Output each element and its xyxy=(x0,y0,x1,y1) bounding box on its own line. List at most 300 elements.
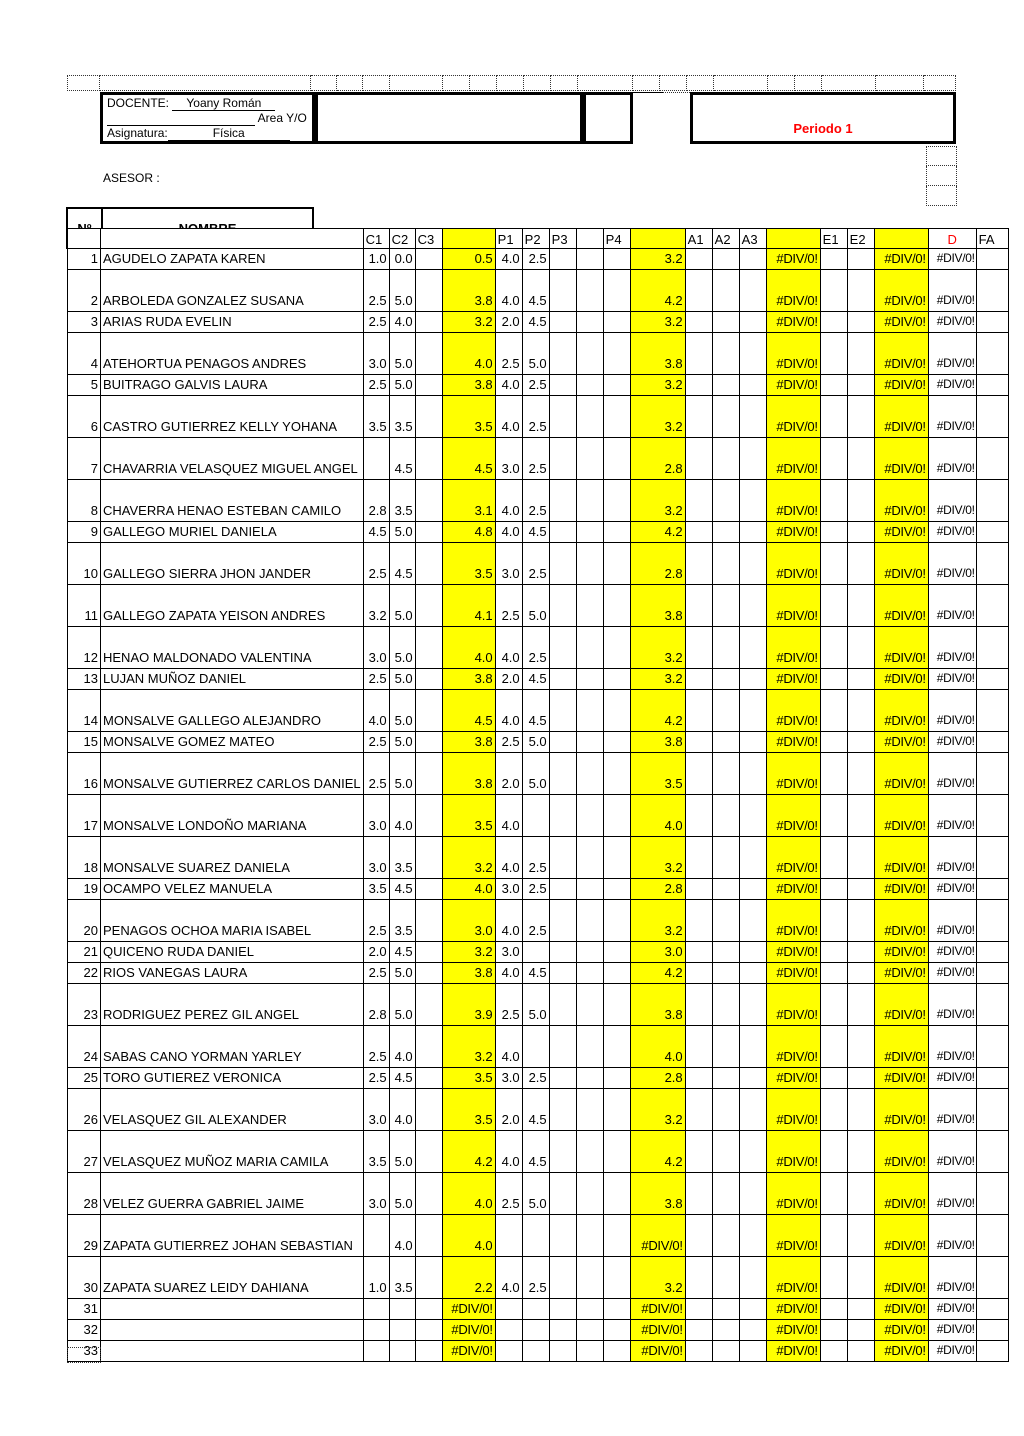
grade-cell-pc: 3.8 xyxy=(442,732,495,753)
grade-cell-a1 xyxy=(685,249,712,270)
grade-cell-p2: 2.5 xyxy=(522,900,549,942)
grade-cell-pc: 4.0 xyxy=(442,333,495,375)
grade-cell-fa xyxy=(976,1341,1008,1362)
grade-cell-p4 xyxy=(603,585,630,627)
grade-cell-p4 xyxy=(603,690,630,732)
grade-cell-fa xyxy=(976,753,1008,795)
corner-cover-cell xyxy=(101,229,364,249)
grade-cell-a2 xyxy=(712,333,739,375)
grade-cell-pa: #DIV/0! xyxy=(766,375,820,396)
grade-cell-e1 xyxy=(820,1320,847,1341)
grade-cell-e1 xyxy=(820,795,847,837)
grade-cell-pp: 3.2 xyxy=(630,396,685,438)
grade-cell-p1: 2.5 xyxy=(495,333,522,375)
grade-cell-x xyxy=(576,1257,603,1299)
grade-cell-c3 xyxy=(415,669,442,690)
grade-cell-c2 xyxy=(389,1341,415,1362)
grade-cell-d: #DIV/0! xyxy=(928,900,976,942)
student-name-cell: HENAO MALDONADO VALENTINA xyxy=(101,627,364,669)
corner-cover-cell xyxy=(68,229,101,249)
grade-cell-c2: 4.0 xyxy=(389,1026,415,1068)
row-number-cell: 13 xyxy=(68,669,101,690)
grade-cell-p1: 2.5 xyxy=(495,732,522,753)
grade-cell-c2: 5.0 xyxy=(389,375,415,396)
grade-cell-p1: 4.0 xyxy=(495,900,522,942)
grade-cell-a1 xyxy=(685,732,712,753)
grade-cell-p1: 3.0 xyxy=(495,1068,522,1089)
grade-cell-pa: #DIV/0! xyxy=(766,585,820,627)
grade-cell-e2 xyxy=(847,480,874,522)
grade-cell-pe: #DIV/0! xyxy=(874,270,928,312)
bottom-grid-cell xyxy=(67,1347,101,1363)
grade-cell-p3 xyxy=(549,1257,576,1299)
grade-cell-a3 xyxy=(739,312,766,333)
grade-cell-pa: #DIV/0! xyxy=(766,1299,820,1320)
student-name-cell: VELASQUEZ MUÑOZ MARIA CAMILA xyxy=(101,1131,364,1173)
grade-cell-e1 xyxy=(820,1068,847,1089)
grade-cell-p3 xyxy=(549,1131,576,1173)
grade-cell-p3 xyxy=(549,1320,576,1341)
grade-cell-p3 xyxy=(549,1068,576,1089)
grade-cell-e1 xyxy=(820,1173,847,1215)
grade-cell-fa xyxy=(976,1320,1008,1341)
row-number-cell: 28 xyxy=(68,1173,101,1215)
grade-cell-a2 xyxy=(712,1299,739,1320)
grade-cell-pa: #DIV/0! xyxy=(766,753,820,795)
grade-cell-e1 xyxy=(820,480,847,522)
grade-cell-pp: #DIV/0! xyxy=(630,1215,685,1257)
grade-cell-fa xyxy=(976,333,1008,375)
grade-cell-e1 xyxy=(820,396,847,438)
empty-header-box-large xyxy=(315,92,583,144)
grade-cell-pa: #DIV/0! xyxy=(766,333,820,375)
row-number-cell: 26 xyxy=(68,1089,101,1131)
grade-cell-pa: #DIV/0! xyxy=(766,627,820,669)
grade-cell-fa xyxy=(976,1089,1008,1131)
row-number-cell: 4 xyxy=(68,333,101,375)
grade-cell-p1: 2.0 xyxy=(495,753,522,795)
row-number-cell: 30 xyxy=(68,1257,101,1299)
grid-cell xyxy=(311,75,337,91)
grade-cell-e2 xyxy=(847,1257,874,1299)
grade-cell-c2 xyxy=(389,1299,415,1320)
row-number-cell: 20 xyxy=(68,900,101,942)
grade-cell-c1 xyxy=(363,1341,389,1362)
grade-cell-a3 xyxy=(739,627,766,669)
grade-cell-p4 xyxy=(603,522,630,543)
student-row xyxy=(68,585,1009,627)
student-row xyxy=(68,1131,1009,1173)
docente-value: Yoany Román xyxy=(172,97,275,111)
grade-cell-p4 xyxy=(603,333,630,375)
student-name-cell: VELEZ GUERRA GABRIEL JAIME xyxy=(101,1173,364,1215)
grid-cell xyxy=(524,75,551,91)
grade-cell-e2 xyxy=(847,1026,874,1068)
col-header-d: D xyxy=(928,229,976,249)
grade-cell-c1: 3.0 xyxy=(363,837,389,879)
grade-cell-p2 xyxy=(522,1320,549,1341)
grade-cell-x xyxy=(576,543,603,585)
header-dotted-segment xyxy=(663,92,690,93)
grade-cell-pp: 3.2 xyxy=(630,1257,685,1299)
col-header-p4: P4 xyxy=(603,229,630,249)
grade-cell-e2 xyxy=(847,942,874,963)
grid-cell xyxy=(390,75,443,91)
grade-cell-p1 xyxy=(495,1299,522,1320)
grade-cell-x xyxy=(576,900,603,942)
grade-cell-x xyxy=(576,837,603,879)
grade-cell-p3 xyxy=(549,942,576,963)
student-name-cell: MONSALVE LONDOÑO MARIANA xyxy=(101,795,364,837)
grade-cell-pc: 4.0 xyxy=(442,1173,495,1215)
grade-cell-pc: 0.5 xyxy=(442,249,495,270)
grade-cell-a1 xyxy=(685,984,712,1026)
grade-cell-p1 xyxy=(495,1341,522,1362)
grade-cell-x xyxy=(576,438,603,480)
grade-cell-p2: 4.5 xyxy=(522,312,549,333)
grade-cell-a1 xyxy=(685,627,712,669)
student-name-cell xyxy=(101,1341,364,1362)
grade-cell-d: #DIV/0! xyxy=(928,270,976,312)
grade-cell-x xyxy=(576,1341,603,1362)
col-header-pa xyxy=(766,229,820,249)
grade-cell-p1: 4.0 xyxy=(495,522,522,543)
grade-cell-p2: 4.5 xyxy=(522,1131,549,1173)
grade-cell-p2: 2.5 xyxy=(522,627,549,669)
grade-cell-pe: #DIV/0! xyxy=(874,1026,928,1068)
grade-cell-pa: #DIV/0! xyxy=(766,438,820,480)
docente-label: DOCENTE: xyxy=(107,96,170,110)
grade-cell-pe: #DIV/0! xyxy=(874,963,928,984)
grade-cell-pc: 3.8 xyxy=(442,270,495,312)
grid-cell xyxy=(337,75,363,91)
grade-cell-c1: 2.5 xyxy=(363,1068,389,1089)
grade-cell-a3 xyxy=(739,585,766,627)
grade-cell-c3 xyxy=(415,627,442,669)
grade-cell-p4 xyxy=(603,1173,630,1215)
grade-cell-a1 xyxy=(685,753,712,795)
grade-cell-d: #DIV/0! xyxy=(928,1026,976,1068)
grade-cell-c2: 4.5 xyxy=(389,438,415,480)
grade-cell-e2 xyxy=(847,627,874,669)
grade-cell-a1 xyxy=(685,333,712,375)
grade-cell-pp: #DIV/0! xyxy=(630,1320,685,1341)
grade-cell-c3 xyxy=(415,753,442,795)
grade-cell-p2: 5.0 xyxy=(522,585,549,627)
grade-cell-pp: 4.2 xyxy=(630,963,685,984)
grade-cell-pe: #DIV/0! xyxy=(874,312,928,333)
grade-cell-p3 xyxy=(549,585,576,627)
grade-cell-c3 xyxy=(415,732,442,753)
grade-cell-fa xyxy=(976,984,1008,1026)
grade-cell-pa: #DIV/0! xyxy=(766,1257,820,1299)
grade-cell-p4 xyxy=(603,396,630,438)
student-row xyxy=(68,522,1009,543)
grade-cell-a1 xyxy=(685,963,712,984)
grade-cell-a1 xyxy=(685,1089,712,1131)
grade-cell-c1: 2.5 xyxy=(363,375,389,396)
student-row xyxy=(68,837,1009,879)
top-grid-row xyxy=(67,75,956,91)
grade-cell-e1 xyxy=(820,963,847,984)
student-name-cell: BUITRAGO GALVIS LAURA xyxy=(101,375,364,396)
grade-cell-c2: 4.0 xyxy=(389,1089,415,1131)
grade-cell-a3 xyxy=(739,1215,766,1257)
grade-cell-pe: #DIV/0! xyxy=(874,1341,928,1362)
grade-cell-a3 xyxy=(739,543,766,585)
grade-cell-c3 xyxy=(415,1320,442,1341)
grade-cell-p3 xyxy=(549,669,576,690)
student-row xyxy=(68,669,1009,690)
student-name-cell: PENAGOS OCHOA MARIA ISABEL xyxy=(101,900,364,942)
grade-cell-pp: 3.2 xyxy=(630,1089,685,1131)
grade-cell-p3 xyxy=(549,1089,576,1131)
grade-cell-a1 xyxy=(685,543,712,585)
grade-cell-pp: #DIV/0! xyxy=(630,1341,685,1362)
student-name-cell xyxy=(101,1320,364,1341)
grade-cell-d: #DIV/0! xyxy=(928,375,976,396)
grade-cell-p4 xyxy=(603,1131,630,1173)
grade-cell-fa xyxy=(976,627,1008,669)
grade-cell-pc: 3.9 xyxy=(442,984,495,1026)
grade-cell-c3 xyxy=(415,249,442,270)
student-name-cell: VELASQUEZ GIL ALEXANDER xyxy=(101,1089,364,1131)
grade-cell-pp: 3.8 xyxy=(630,1173,685,1215)
grade-cell-a2 xyxy=(712,396,739,438)
grade-cell-p4 xyxy=(603,543,630,585)
periodo-banner xyxy=(690,92,956,144)
grade-cell-e2 xyxy=(847,753,874,795)
grade-cell-a1 xyxy=(685,1299,712,1320)
grade-cell-pp: 3.2 xyxy=(630,669,685,690)
student-row xyxy=(68,690,1009,732)
grade-cell-e1 xyxy=(820,1089,847,1131)
grade-cell-a3 xyxy=(739,1068,766,1089)
grade-cell-p2 xyxy=(522,1215,549,1257)
grade-cell-pa: #DIV/0! xyxy=(766,249,820,270)
student-name-cell: ATEHORTUA PENAGOS ANDRES xyxy=(101,333,364,375)
grade-cell-pe: #DIV/0! xyxy=(874,1299,928,1320)
grade-cell-p3 xyxy=(549,963,576,984)
grade-cell-e2 xyxy=(847,1131,874,1173)
row-number-cell: 1 xyxy=(68,249,101,270)
grade-cell-p4 xyxy=(603,795,630,837)
grade-cell-a2 xyxy=(712,1068,739,1089)
grid-cell xyxy=(876,75,924,91)
grade-cell-p2: 5.0 xyxy=(522,732,549,753)
grade-cell-fa xyxy=(976,1173,1008,1215)
grade-cell-d: #DIV/0! xyxy=(928,438,976,480)
grade-cell-c3 xyxy=(415,585,442,627)
grade-cell-p2 xyxy=(522,1026,549,1068)
grade-cell-pe: #DIV/0! xyxy=(874,1257,928,1299)
grade-cell-pp: 2.8 xyxy=(630,543,685,585)
grade-cell-p1: 3.0 xyxy=(495,942,522,963)
grade-cell-c3 xyxy=(415,1257,442,1299)
grade-cell-pe: #DIV/0! xyxy=(874,1068,928,1089)
grade-cell-pe: #DIV/0! xyxy=(874,1173,928,1215)
row-number-cell: 33 xyxy=(68,1341,101,1362)
student-name-cell: SABAS CANO YORMAN YARLEY xyxy=(101,1026,364,1068)
grade-cell-d: #DIV/0! xyxy=(928,1299,976,1320)
grade-cell-c2: 4.5 xyxy=(389,1068,415,1089)
grade-cell-a1 xyxy=(685,900,712,942)
grade-cell-c2: 5.0 xyxy=(389,585,415,627)
grade-cell-pc: 4.5 xyxy=(442,690,495,732)
grade-cell-d: #DIV/0! xyxy=(928,396,976,438)
grade-cell-p2: 4.5 xyxy=(522,690,549,732)
grade-cell-c3 xyxy=(415,312,442,333)
grade-cell-a2 xyxy=(712,1026,739,1068)
grade-cell-c3 xyxy=(415,396,442,438)
grade-cell-e2 xyxy=(847,984,874,1026)
grid-cell xyxy=(926,146,957,166)
grade-cell-x xyxy=(576,1215,603,1257)
grade-cell-pa: #DIV/0! xyxy=(766,270,820,312)
grade-cell-c2: 3.5 xyxy=(389,480,415,522)
grade-cell-p1 xyxy=(495,1215,522,1257)
row-number-cell: 16 xyxy=(68,753,101,795)
grade-cell-pc: 4.8 xyxy=(442,522,495,543)
grade-cell-pe: #DIV/0! xyxy=(874,333,928,375)
student-row xyxy=(68,1215,1009,1257)
grade-cell-a2 xyxy=(712,480,739,522)
grade-cell-p2: 2.5 xyxy=(522,396,549,438)
row-number-cell: 23 xyxy=(68,984,101,1026)
grade-cell-e2 xyxy=(847,375,874,396)
grade-cell-pa: #DIV/0! xyxy=(766,837,820,879)
grade-cell-p2 xyxy=(522,942,549,963)
grade-cell-c3 xyxy=(415,837,442,879)
grade-cell-pa: #DIV/0! xyxy=(766,543,820,585)
student-row xyxy=(68,480,1009,522)
grade-cell-p1: 4.0 xyxy=(495,837,522,879)
grade-cell-p4 xyxy=(603,1026,630,1068)
row-number-cell: 32 xyxy=(68,1320,101,1341)
grid-cell xyxy=(470,75,497,91)
grade-cell-e1 xyxy=(820,522,847,543)
student-row xyxy=(68,732,1009,753)
grade-cell-pa: #DIV/0! xyxy=(766,690,820,732)
student-name-cell: QUICENO RUDA DANIEL xyxy=(101,942,364,963)
grade-cell-x xyxy=(576,879,603,900)
grade-cell-fa xyxy=(976,1215,1008,1257)
grade-cell-e1 xyxy=(820,984,847,1026)
grid-cell xyxy=(497,75,524,91)
grade-cell-fa xyxy=(976,795,1008,837)
grade-cell-a3 xyxy=(739,1131,766,1173)
grade-cell-c1: 3.0 xyxy=(363,795,389,837)
grade-cell-c2: 5.0 xyxy=(389,1173,415,1215)
grade-cell-c1 xyxy=(363,1299,389,1320)
grade-cell-x xyxy=(576,249,603,270)
grade-cell-pc: 4.0 xyxy=(442,627,495,669)
grade-cell-a1 xyxy=(685,1026,712,1068)
grade-cell-a2 xyxy=(712,732,739,753)
grade-cell-p1: 4.0 xyxy=(495,270,522,312)
row-number-cell: 2 xyxy=(68,270,101,312)
grade-cell-a1 xyxy=(685,585,712,627)
grade-cell-x xyxy=(576,1026,603,1068)
grade-cell-a3 xyxy=(739,1173,766,1215)
grade-cell-e1 xyxy=(820,1131,847,1173)
grade-cell-c2: 3.5 xyxy=(389,1257,415,1299)
grade-cell-p2: 2.5 xyxy=(522,1257,549,1299)
grade-cell-c3 xyxy=(415,1173,442,1215)
grade-cell-e1 xyxy=(820,333,847,375)
grade-cell-c3 xyxy=(415,1341,442,1362)
grade-cell-pe: #DIV/0! xyxy=(874,942,928,963)
grade-cell-p3 xyxy=(549,480,576,522)
grade-cell-pc: 3.2 xyxy=(442,312,495,333)
col-header-e2: E2 xyxy=(847,229,874,249)
grade-cell-p4 xyxy=(603,627,630,669)
student-row xyxy=(68,795,1009,837)
grade-cell-c3 xyxy=(415,963,442,984)
grade-cell-c1: 2.5 xyxy=(363,669,389,690)
grade-cell-e2 xyxy=(847,1215,874,1257)
grade-cell-p3 xyxy=(549,543,576,585)
grade-cell-c1: 2.5 xyxy=(363,753,389,795)
grade-cell-d: #DIV/0! xyxy=(928,732,976,753)
grade-cell-c2: 4.5 xyxy=(389,942,415,963)
grade-cell-pc: 3.8 xyxy=(442,963,495,984)
student-row xyxy=(68,753,1009,795)
grade-cell-c3 xyxy=(415,270,442,312)
grade-cell-p1 xyxy=(495,1320,522,1341)
grade-cell-pe: #DIV/0! xyxy=(874,627,928,669)
grade-cell-pp: 4.0 xyxy=(630,795,685,837)
grade-cell-d: #DIV/0! xyxy=(928,1089,976,1131)
grade-cell-p4 xyxy=(603,312,630,333)
grade-cell-c3 xyxy=(415,375,442,396)
grade-cell-d: #DIV/0! xyxy=(928,522,976,543)
grade-cell-p1: 3.0 xyxy=(495,438,522,480)
grade-cell-pe: #DIV/0! xyxy=(874,585,928,627)
grade-cell-x xyxy=(576,984,603,1026)
grade-cell-pa: #DIV/0! xyxy=(766,963,820,984)
asignatura-label: Asignatura: xyxy=(107,126,168,140)
grade-cell-pc: 4.5 xyxy=(442,438,495,480)
student-row xyxy=(68,333,1009,375)
grade-cell-p1: 4.0 xyxy=(495,627,522,669)
grade-cell-fa xyxy=(976,732,1008,753)
grade-cell-a2 xyxy=(712,270,739,312)
asesor-label: ASESOR : xyxy=(103,171,160,185)
area-line xyxy=(107,111,309,126)
grade-cell-fa xyxy=(976,312,1008,333)
student-name-cell: TORO GUTIEREZ VERONICA xyxy=(101,1068,364,1089)
student-row xyxy=(68,1173,1009,1215)
grade-cell-p4 xyxy=(603,249,630,270)
student-row xyxy=(68,375,1009,396)
grade-cell-a1 xyxy=(685,1131,712,1173)
grade-cell-pc: 2.2 xyxy=(442,1257,495,1299)
grade-cell-fa xyxy=(976,1299,1008,1320)
grade-cell-pe: #DIV/0! xyxy=(874,1215,928,1257)
grade-cell-pp: 2.8 xyxy=(630,1068,685,1089)
grade-cell-c3 xyxy=(415,900,442,942)
grade-cell-p2: 5.0 xyxy=(522,984,549,1026)
grade-cell-fa xyxy=(976,900,1008,942)
grade-cell-a3 xyxy=(739,522,766,543)
grade-cell-pc: 3.0 xyxy=(442,900,495,942)
grade-cell-pp: 3.0 xyxy=(630,942,685,963)
grade-cell-c2: 4.5 xyxy=(389,879,415,900)
empty-header-box-small xyxy=(583,92,633,144)
grade-cell-a3 xyxy=(739,963,766,984)
grade-cell-c3 xyxy=(415,1089,442,1131)
